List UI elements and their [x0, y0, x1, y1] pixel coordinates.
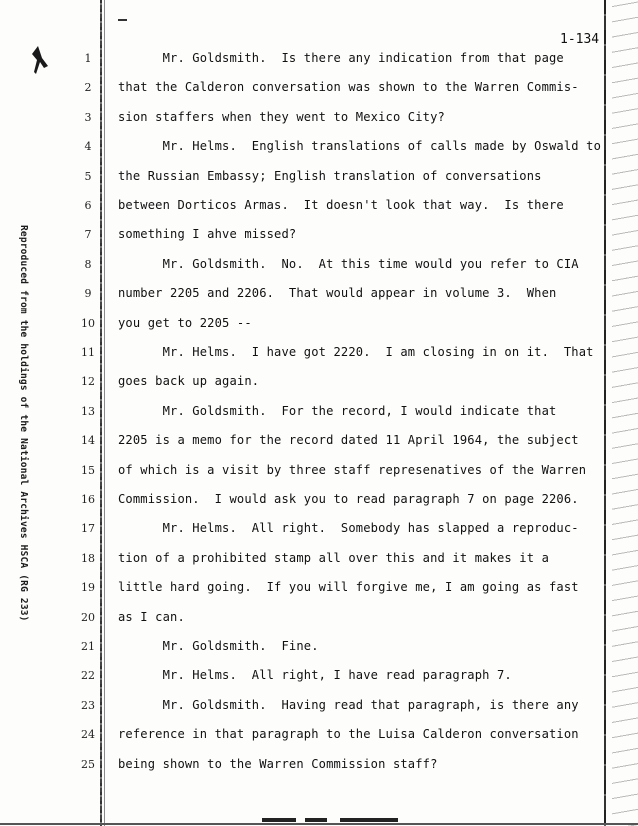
page-number: 1-134 [560, 32, 600, 47]
left-margin-rule-inner [104, 0, 105, 826]
line-number: 14 [81, 434, 95, 447]
transcript-line: Mr. Helms. English translations of calls made by Oswald to [118, 139, 602, 153]
transcript-line: Mr. Goldsmith. Is there any indication from that page [118, 51, 564, 65]
line-number: 16 [81, 493, 95, 506]
transcript-line: Mr. Helms. All right, I have read paragraph 7. [118, 668, 512, 682]
transcript-line: being shown to the Warren Commission staff? [118, 757, 438, 771]
line-number: 15 [81, 464, 95, 477]
line-number: 11 [81, 346, 95, 359]
line-number: 3 [84, 111, 92, 124]
transcript-line: tion of a prohibited stamp all over this and it makes it a [118, 551, 550, 565]
line-number: 19 [81, 581, 95, 594]
line-number: 25 [81, 758, 95, 771]
line-number: 6 [84, 199, 92, 212]
transcript-line: the Russian Embassy; English translation of conversations [118, 169, 542, 183]
line-number: 18 [81, 552, 95, 565]
transcript-line: you get to 2205 -- [118, 316, 252, 330]
top-dash-mark [118, 19, 127, 21]
transcript-line: Mr. Goldsmith. Fine. [118, 639, 319, 653]
line-number: 7 [84, 228, 92, 241]
transcript-line: that the Calderon conversation was shown to the Warren Commis- [118, 80, 579, 94]
left-margin-rule [100, 0, 102, 826]
transcript-line: between Dorticos Armas. It doesn't look that way. Is there [118, 198, 564, 212]
archive-stamp-text: Reproduced from the holdings of the National Archives HSCA (RG 233) [18, 225, 29, 622]
transcript-line: of which is a visit by three staff represenatives of the Warren [118, 463, 587, 477]
transcript-line: goes back up again. [118, 374, 260, 388]
line-number: 13 [81, 405, 95, 418]
line-number: 12 [81, 375, 95, 388]
line-number: 17 [81, 522, 95, 535]
transcript-line: Mr. Goldsmith. No. At this time would you refer to CIA [118, 257, 579, 271]
line-number: 24 [81, 728, 95, 741]
transcript-line: number 2205 and 2206. That would appear in volume 3. When [118, 286, 557, 300]
line-number: 4 [84, 140, 92, 153]
transcript-line: something I ahve missed? [118, 227, 297, 241]
punch-mark-icon [28, 44, 54, 78]
transcript-line: Commission. I would ask you to read paragraph 7 on page 2206. [118, 492, 579, 506]
transcript-line: as I can. [118, 610, 185, 624]
transcript-line: sion staffers when they went to Mexico City? [118, 110, 445, 124]
line-number: 9 [84, 287, 92, 300]
line-number: 20 [81, 611, 95, 624]
line-number: 2 [84, 81, 92, 94]
transcript-line: reference in that paragraph to the Luisa Calderon conversation [118, 727, 579, 741]
line-number: 22 [81, 669, 95, 682]
line-number: 1 [84, 52, 92, 65]
bottom-edge-rule [0, 823, 638, 825]
line-number: 8 [84, 258, 92, 271]
line-number: 23 [81, 699, 95, 712]
transcript-line: Mr. Goldsmith. Having read that paragraph, is there any [118, 698, 579, 712]
line-number: 5 [84, 170, 92, 183]
transcript-line: Mr. Helms. I have got 2220. I am closing in on it. That [118, 345, 594, 359]
line-number: 10 [81, 317, 95, 330]
archive-stamp [18, 225, 36, 685]
transcript-line: little hard going. If you will forgive me, I am going as fast [118, 580, 579, 594]
line-number: 21 [81, 640, 95, 653]
transcript-line: Mr. Helms. All right. Somebody has slapped a reproduc- [118, 521, 579, 535]
transcript-line: 2205 is a memo for the record dated 11 April 1964, the subject [118, 433, 579, 447]
transcript-line: Mr. Goldsmith. For the record, I would indicate that [118, 404, 557, 418]
